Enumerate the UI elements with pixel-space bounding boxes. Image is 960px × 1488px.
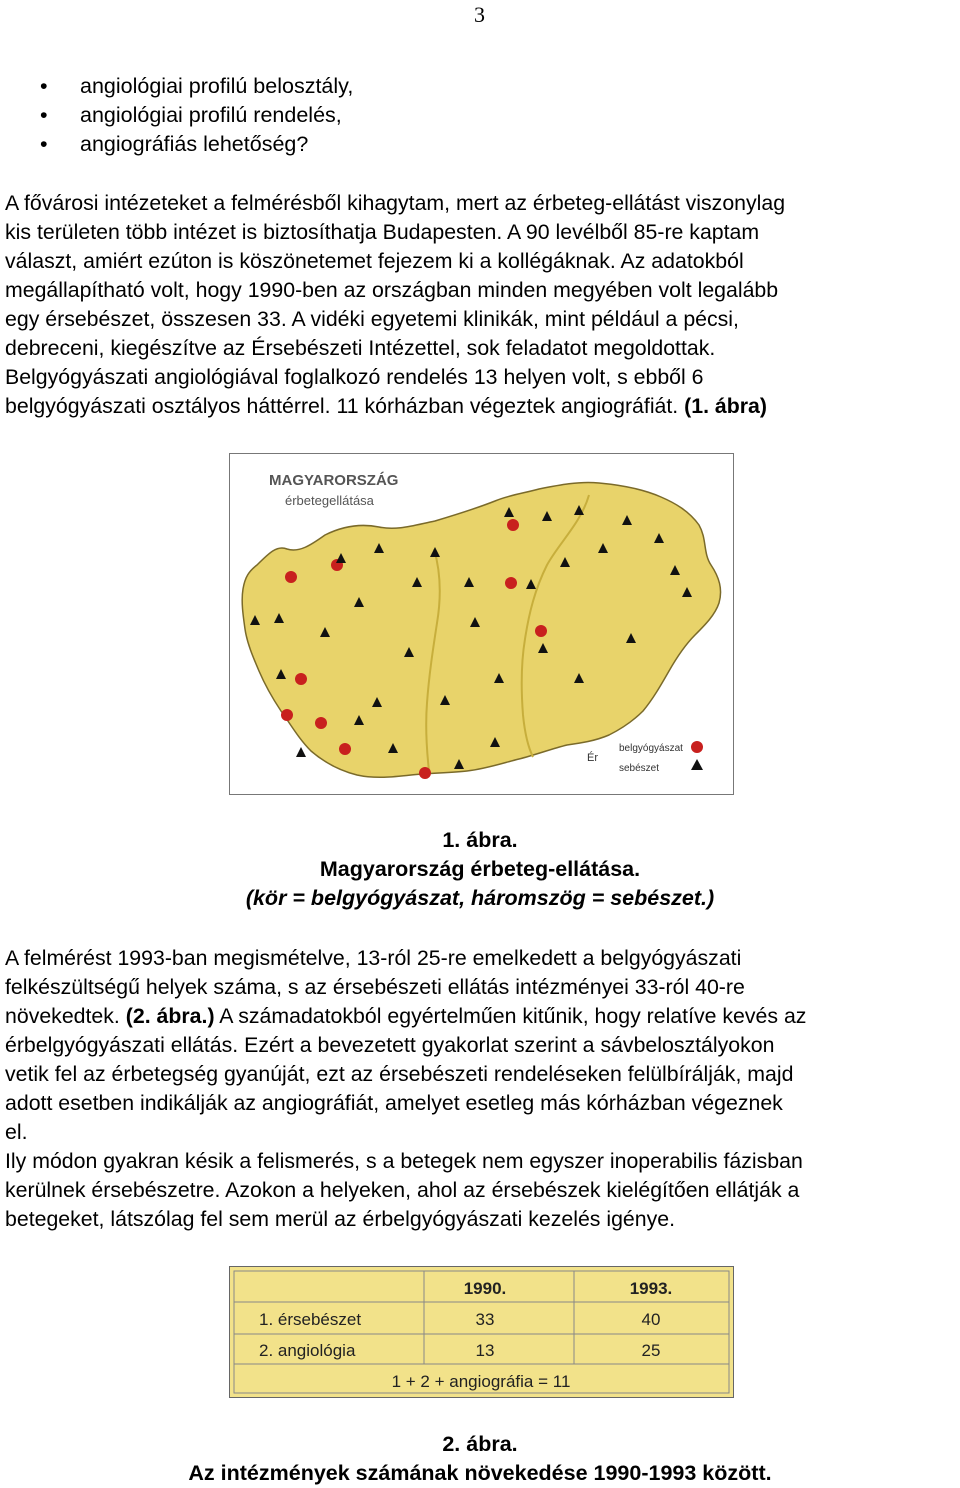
text-line: Belgyógyászati angiológiával foglalkozó rendelés 13 helyen volt, s ebből 6	[5, 365, 704, 389]
text-line: betegeket, látszólag fel sem merül az érbelgyógyászati kezelés igénye.	[5, 1207, 676, 1231]
internal-medicine-marker	[281, 709, 293, 721]
text-segment: A számadatokból egyértelműen kitűnik, hogy relatíve kevés az	[214, 1004, 807, 1028]
figure2-label: 2. ábra.	[442, 1432, 518, 1456]
paragraph-results	[5, 944, 960, 1234]
internal-medicine-marker	[285, 571, 297, 583]
text-line: egy érsebészet, összesen 33. A vidéki egyetemi klinikák, mint például a pécsi,	[5, 307, 739, 331]
table-cell: 25	[641, 1341, 661, 1360]
text-line: érbelgyógyászati ellátás. Ezért a bevezetett gyakorlat szerint a sávbelosztályokon	[5, 1033, 775, 1057]
figure1-subtitle: (kör = belgyógyászat, háromszög = sebészet.)	[245, 886, 715, 910]
page-number: 3	[474, 2, 485, 27]
figure1-caption	[0, 826, 960, 913]
internal-medicine-marker	[419, 767, 431, 779]
paragraph-intro	[5, 189, 960, 421]
table-header-1990: 1990.	[463, 1279, 507, 1298]
table-cell: 33	[475, 1310, 495, 1329]
text-line	[5, 392, 960, 421]
figure1-title: Magyarország érbeteg-ellátása.	[319, 857, 641, 881]
bullet-list	[40, 72, 353, 159]
text-line: felkészültségű helyek száma, s az érsebészeti ellátás intézményei 33-ról 40-re	[5, 975, 745, 999]
internal-medicine-marker	[507, 519, 519, 531]
figure2-title: Az intézmények számának növekedése 1990-1993 között.	[188, 1461, 772, 1485]
text-segment: belgyógyászati osztályos háttérrel. 11 kórházban végeztek angiográfiát.	[5, 394, 685, 418]
bullet-item: • angiológiai profilú belosztály,	[40, 72, 353, 101]
text-line: megállapítható volt, hogy 1990-ben az országban minden megyében volt legalább	[5, 278, 779, 302]
text-segment: növekedtek.	[5, 1004, 126, 1028]
internal-medicine-marker	[535, 625, 547, 637]
hungary-map-figure	[229, 453, 734, 795]
figure-reference: (2. ábra.)	[125, 1004, 215, 1028]
map-subtitle: érbetegellátása	[285, 493, 374, 508]
text-line: választ, amiért ezúton is köszönetemet fejezem ki a kollégáknak. Az adatokból	[5, 249, 744, 273]
text-line: debreceni, kiegészítve az Érsebészeti Intézettel, sok feladatot megoldottak.	[5, 336, 716, 360]
bullet-item: • angiográfiás lehetőség?	[40, 130, 353, 159]
internal-medicine-marker	[505, 577, 517, 589]
text-line: A felmérést 1993-ban megismételve, 13-ról 25-re emelkedett a belgyógyászati	[5, 946, 742, 970]
legend-triangle-label: sebészet	[619, 763, 660, 774]
legend-circle-label: belgyógyászat	[619, 743, 683, 754]
internal-medicine-marker	[295, 673, 307, 685]
table-header-1993: 1993.	[629, 1279, 673, 1298]
table-cell: 13	[475, 1341, 495, 1360]
table-row-label: 1. érsebészet	[259, 1310, 362, 1329]
figure-reference: (1. ábra)	[684, 394, 767, 418]
text-line: kis területen több intézet is biztosíthatja Budapesten. A 90 levélből 85-re kaptam	[5, 220, 760, 244]
internal-medicine-marker	[339, 743, 351, 755]
institutions-table-figure	[229, 1266, 734, 1398]
table-cell: 40	[641, 1310, 661, 1329]
text-line: A fővárosi intézeteket a felmérésből kihagytam, mert az érbeteg-ellátást viszonylag	[5, 191, 786, 215]
text-line: kerülnek érsebészetre. Azokon a helyeken, ahol az érsebészek kielégítően ellátják a	[5, 1178, 800, 1202]
text-line	[5, 1002, 960, 1031]
text-line: Ily módon gyakran késik a felismerés, s a betegek nem egyszer inoperabilis fázisban	[5, 1149, 803, 1173]
table-row-label: 2. angiológia	[259, 1341, 356, 1360]
text-line: adott esetben indikálják az angiográfiát, amelyet esetleg más kórházban végeznek	[5, 1091, 783, 1115]
legend-circle-icon	[691, 741, 703, 753]
text-line: vetik fel az érbetegség gyanúját, ezt az érsebészeti rendeléseken felülbírálják, majd	[5, 1062, 794, 1086]
internal-medicine-marker	[315, 717, 327, 729]
text-line: el.	[5, 1120, 28, 1144]
bullet-item: • angiológiai profilú rendelés,	[40, 101, 353, 130]
figure1-label: 1. ábra.	[442, 828, 518, 852]
legend-city-label: Ér	[587, 752, 598, 764]
map-title: MAGYARORSZÁG	[269, 472, 399, 489]
figure2-caption	[0, 1430, 960, 1488]
table-footer: 1 + 2 + angiográfia = 11	[391, 1372, 571, 1391]
